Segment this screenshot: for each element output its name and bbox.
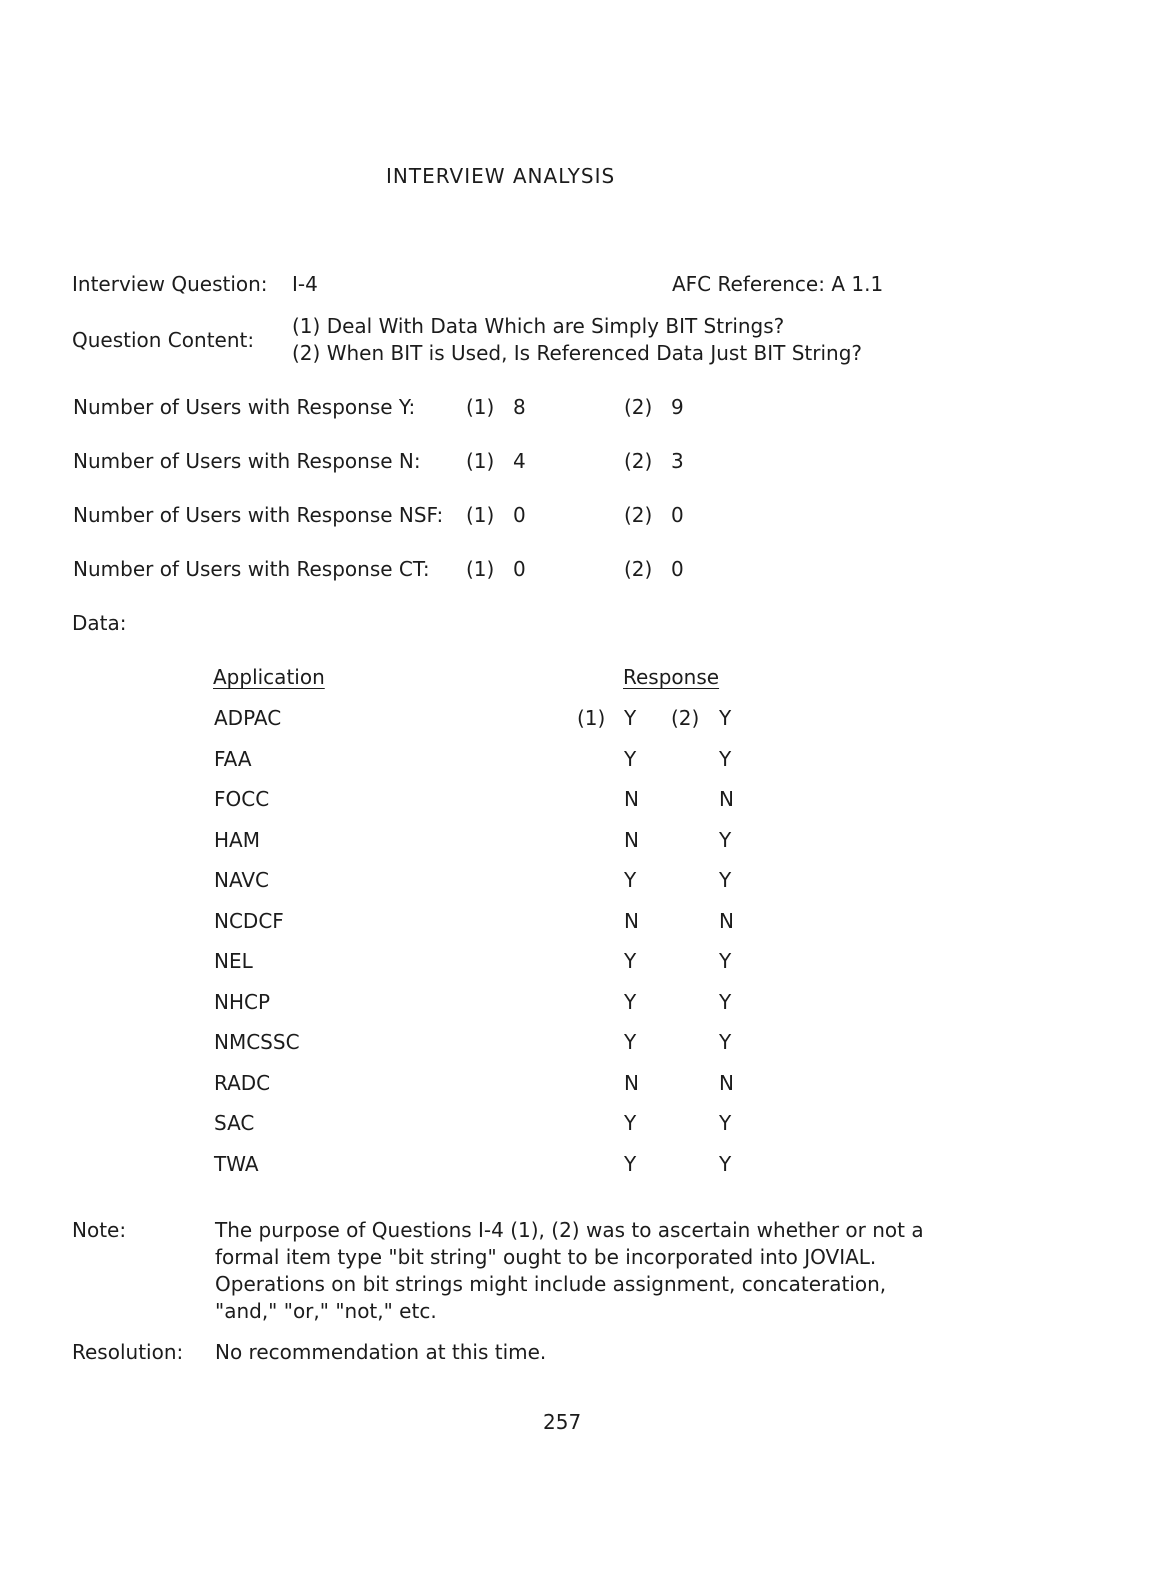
response-q2: Y — [719, 747, 732, 771]
response-q1: Y — [624, 990, 637, 1014]
response-q1: Y — [624, 1152, 637, 1176]
count-q2-value: 0 — [671, 557, 684, 581]
count-q1-value: 0 — [513, 503, 526, 527]
response-q2: N — [719, 1071, 734, 1095]
page-title: INTERVIEW ANALYSIS — [386, 164, 616, 188]
response-q1: Y — [624, 747, 637, 771]
response-q2: Y — [719, 949, 732, 973]
application-name: NMCSSC — [214, 1030, 300, 1054]
count-q1-value: 4 — [513, 449, 526, 473]
interview-question-value: I-4 — [292, 272, 318, 296]
response-q1: Y — [624, 1030, 637, 1054]
response-q2: Y — [719, 1111, 732, 1135]
data-label: Data: — [72, 611, 127, 635]
application-name: ADPAC — [214, 706, 282, 730]
response-q2: N — [719, 787, 734, 811]
response-q1: Y — [624, 1111, 637, 1135]
count-label: Number of Users with Response CT: — [73, 557, 430, 581]
q1-tag: (1) — [577, 706, 606, 730]
q2-tag: (2) — [671, 706, 700, 730]
page-number: 257 — [543, 1410, 582, 1434]
response-q1: N — [624, 909, 639, 933]
application-name: FOCC — [214, 787, 270, 811]
response-q2: Y — [719, 1030, 732, 1054]
count-q2-tag: (2) — [624, 557, 653, 581]
resolution-text: No recommendation at this time. — [215, 1340, 547, 1364]
application-name: HAM — [214, 828, 260, 852]
response-q1: N — [624, 1071, 639, 1095]
question-content-line-2: (2) When BIT is Used, Is Referenced Data Just BIT String? — [292, 341, 863, 365]
count-q2-tag: (2) — [624, 395, 653, 419]
note-label: Note: — [72, 1218, 127, 1242]
count-label: Number of Users with Response Y: — [73, 395, 416, 419]
interview-question-label: Interview Question: — [72, 272, 268, 296]
response-q2: Y — [719, 868, 732, 892]
count-q1-tag: (1) — [466, 449, 495, 473]
application-name: NEL — [214, 949, 253, 973]
application-name: TWA — [214, 1152, 259, 1176]
count-q1-tag: (1) — [466, 503, 495, 527]
count-q1-tag: (1) — [466, 557, 495, 581]
application-name: NAVC — [214, 868, 270, 892]
response-q1: Y — [624, 868, 637, 892]
count-q1-value: 0 — [513, 557, 526, 581]
response-q2: Y — [719, 706, 732, 730]
question-content-line-1: (1) Deal With Data Which are Simply BIT Strings? — [292, 314, 785, 338]
application-name: RADC — [214, 1071, 271, 1095]
application-name: FAA — [214, 747, 252, 771]
count-q1-tag: (1) — [466, 395, 495, 419]
resolution-label: Resolution: — [72, 1340, 184, 1364]
afc-reference: AFC Reference: A 1.1 — [672, 272, 884, 296]
count-q2-value: 3 — [671, 449, 684, 473]
count-q2-value: 9 — [671, 395, 684, 419]
response-q1: N — [624, 787, 639, 811]
response-q2: Y — [719, 828, 732, 852]
response-q1: Y — [624, 706, 637, 730]
response-q2: N — [719, 909, 734, 933]
count-q2-value: 0 — [671, 503, 684, 527]
application-name: SAC — [214, 1111, 255, 1135]
count-label: Number of Users with Response N: — [73, 449, 421, 473]
application-name: NHCP — [214, 990, 271, 1014]
response-q1: N — [624, 828, 639, 852]
application-name: NCDCF — [214, 909, 284, 933]
response-q2: Y — [719, 1152, 732, 1176]
question-content-label: Question Content: — [72, 328, 255, 352]
count-label: Number of Users with Response NSF: — [73, 503, 444, 527]
count-q2-tag: (2) — [624, 449, 653, 473]
col-application-header: Application — [213, 665, 325, 689]
note-text: The purpose of Questions I-4 (1), (2) was to ascertain whether or not a formal item type "bit string" ought to be incorporated into JOVIAL. Operations on bit strings might include assignment, concateration, "and," "or," "not," etc. — [215, 1218, 924, 1323]
response-q1: Y — [624, 949, 637, 973]
response-q2: Y — [719, 990, 732, 1014]
count-q2-tag: (2) — [624, 503, 653, 527]
col-response-header: Response — [623, 665, 720, 689]
count-q1-value: 8 — [513, 395, 526, 419]
